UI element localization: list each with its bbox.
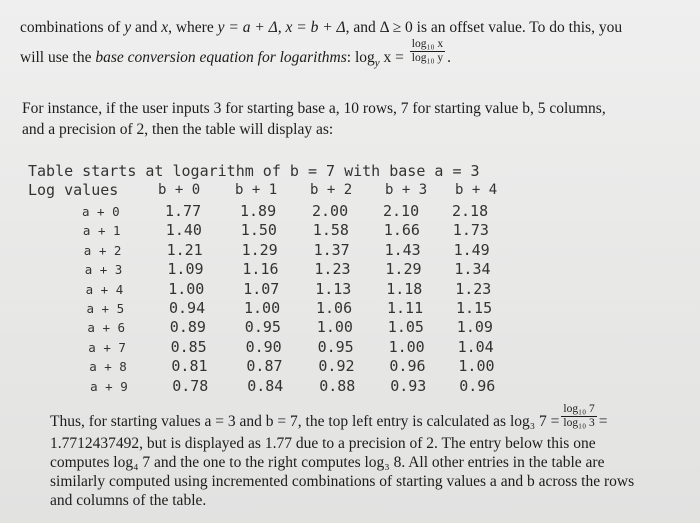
table-cell: 1.43 [384, 240, 421, 259]
table-cell: 1.07 [243, 279, 280, 298]
table-cell: 0.94 [169, 299, 206, 317]
column-header: b + 3 [385, 182, 428, 198]
table-cell: 1.34 [454, 260, 491, 279]
example-line-1: For instance, if the user inputs 3 for starting base a, 10 rows, 7 for starting value b, 5 columns, [22, 100, 606, 117]
conclusion-line-5: and columns of the table. [50, 492, 207, 509]
row-label: a + 7 [88, 339, 126, 355]
table-cell: 2.10 [383, 202, 420, 220]
table-cell: 1.13 [315, 279, 352, 298]
row-label: a + 2 [83, 242, 122, 258]
row-label: a + 0 [82, 204, 120, 219]
table-cell: 2.00 [312, 202, 349, 220]
log-subscript: y [374, 57, 380, 70]
table-cell: 0.84 [247, 376, 284, 395]
row-label: a + 1 [82, 223, 121, 239]
row-label: a + 9 [90, 378, 128, 394]
table-cell: 0.96 [459, 376, 496, 395]
table-cell: 1.06 [316, 299, 353, 317]
table-cell: 1.00 [244, 299, 281, 317]
table-cell: 1.18 [386, 279, 423, 298]
table-cell: 0.95 [244, 318, 281, 337]
table-cell: 1.58 [312, 221, 349, 240]
table-cell: 1.50 [240, 221, 277, 240]
table-cell: 0.95 [317, 337, 354, 356]
conclusion-line-4: similarly computed using incremented combinations of starting values a and b across the rows [50, 473, 635, 490]
table-cell: 1.29 [385, 260, 422, 279]
table-cell: 0.90 [245, 337, 282, 356]
intro-text: : log [346, 49, 375, 66]
table-cell: 0.89 [169, 318, 206, 337]
table-header-line: Table starts at logarithm of b = 7 with base a = 3 [28, 162, 480, 180]
table-cell: 1.04 [457, 337, 494, 356]
base-conversion-term: base conversion equation for logarithms [95, 49, 347, 66]
example-line-2: and a precision of 2, then the table will display as: [22, 121, 334, 138]
table-cell: 1.16 [242, 260, 279, 279]
intro-line-1 [20, 18, 622, 38]
table-cell: 1.00 [168, 279, 205, 298]
fraction-numerator: log₁₀ x [411, 37, 444, 50]
column-header: b + 0 [158, 182, 201, 198]
intro-text: x = [379, 49, 408, 66]
table-cell: 0.92 [318, 357, 355, 376]
conclusion-line-1 [50, 402, 608, 432]
row-label: a + 6 [87, 320, 126, 336]
conclusion-fraction [561, 404, 596, 429]
row-label: a + 3 [84, 262, 123, 278]
table-cell: 1.37 [313, 240, 350, 259]
column-header: b + 1 [235, 182, 278, 198]
table-cell: 1.00 [316, 318, 353, 337]
intro-text: and [131, 19, 162, 36]
conclusion-text: Thus, for starting values a = 3 and b = 7, the top left entry is calculated as log₃ 7 = [50, 413, 560, 430]
row-label: a + 5 [86, 301, 125, 316]
fraction-denominator: log₁₀ 3 [563, 416, 595, 429]
table-corner-label: Log values [28, 181, 119, 199]
intro-line-2 [20, 37, 452, 73]
table-cell: 1.29 [241, 240, 278, 259]
fraction-numerator: log₁₀ 7 [563, 402, 595, 415]
table-cell: 0.85 [170, 337, 207, 356]
table-cell: 0.87 [246, 357, 283, 376]
table-cell: 0.93 [390, 376, 427, 395]
table-cell: 0.88 [319, 376, 356, 395]
row-label: a + 8 [89, 359, 127, 375]
table-cell: 1.23 [314, 260, 351, 279]
table-cell: 1.00 [388, 337, 425, 356]
table-cell: 0.81 [171, 357, 208, 376]
table-cell: 1.73 [452, 221, 489, 240]
table-cell: 1.49 [453, 240, 490, 259]
conclusion-line-2: 1.7712437492, but is displayed as 1.77 due to a precision of 2. The entry below this one [50, 435, 596, 452]
table-cell: 0.96 [389, 357, 426, 376]
intro-text: , and Δ ≥ 0 is an offset value. To do this, you [345, 19, 623, 36]
table-cell: 1.11 [387, 299, 424, 317]
table-cell: 0.78 [172, 376, 209, 395]
intro-text: will use the [20, 49, 96, 66]
table-cell: 1.40 [165, 221, 202, 240]
column-header: b + 4 [455, 182, 498, 198]
fraction-denominator: log₁₀ y [411, 51, 444, 64]
table-cell: 1.15 [456, 299, 493, 317]
intro-text: combinations of [20, 19, 125, 36]
column-header: b + 2 [310, 182, 353, 198]
table-cell: 1.05 [387, 318, 424, 337]
table-cell: 2.18 [452, 202, 489, 220]
table-cell: 1.09 [456, 318, 493, 337]
row-label: a + 4 [85, 281, 124, 297]
table-cell: 1.00 [458, 357, 495, 376]
conclusion-text: = [598, 413, 608, 430]
table-cell: 1.23 [455, 279, 492, 298]
table-cell: 1.89 [240, 202, 277, 220]
table-cell: 1.21 [166, 240, 203, 259]
var-y: y [124, 19, 132, 36]
var-x: x [161, 19, 169, 36]
table-cell: 1.77 [165, 202, 202, 220]
table-cell: 1.66 [383, 221, 420, 240]
table-cell: 1.09 [167, 260, 204, 279]
base-conversion-fraction [410, 39, 445, 64]
intro-text: . [447, 49, 452, 66]
conclusion-line-3: computes log₄ 7 and the one to the right computes log₃ 8. All other entries in the table are [50, 454, 605, 471]
intro-text: , where [168, 19, 218, 36]
offset-definition: y = a + Δ, x = b + Δ [217, 19, 346, 36]
